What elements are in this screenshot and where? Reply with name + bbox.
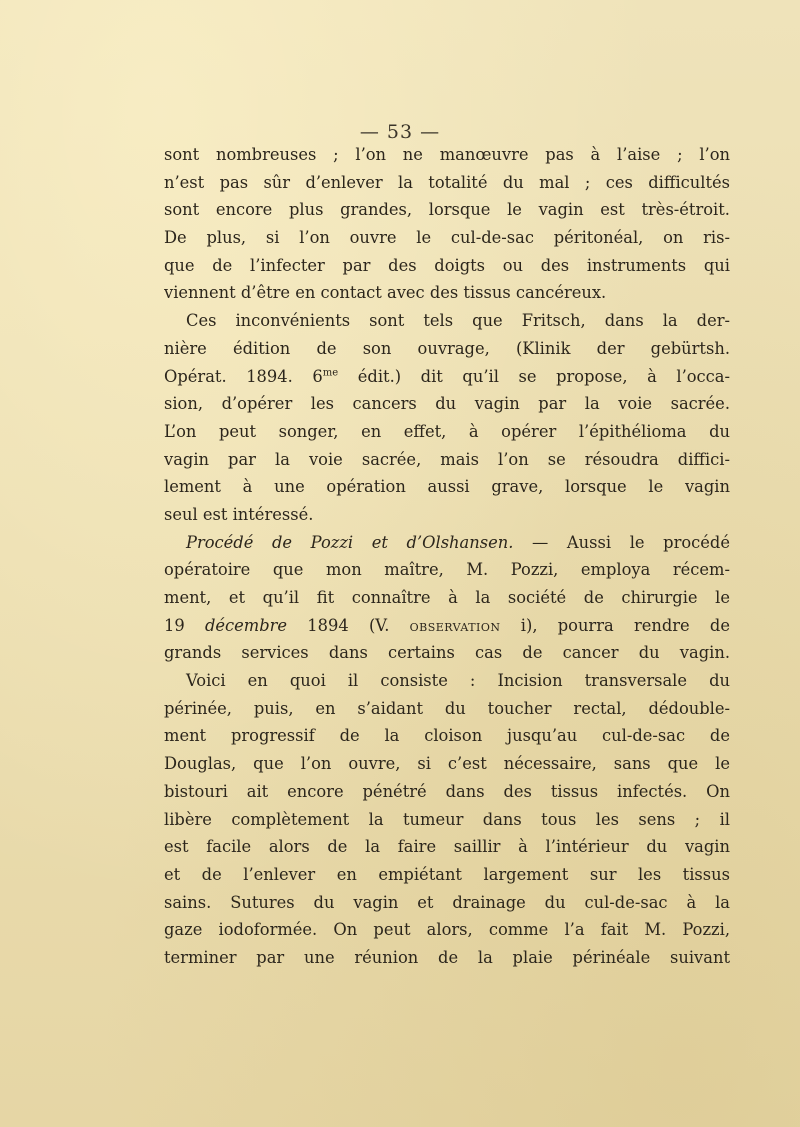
text-line-procede bbox=[164, 529, 730, 557]
text-line: viennent d’être en contact avec des tissus cancéreux. bbox=[164, 283, 607, 303]
page-number: — 53 — bbox=[359, 121, 441, 143]
text-line: Douglas, que l’on ouvre, si c’est nécessaire, sans que le bbox=[164, 754, 730, 774]
text-line-date bbox=[164, 612, 730, 640]
text-line: De plus, si l’on ouvre le cul-de-sac péritonéal, on ris- bbox=[164, 228, 730, 248]
text-line: nière édition de son ouvrage, (Klinik der gebürtsh. bbox=[164, 338, 730, 358]
text-line: bistouri ait encore pénétré dans des tissus infectés. On bbox=[164, 781, 730, 801]
text-line: ment progressif de la cloison jusqu’au cul-de-sac de bbox=[164, 726, 730, 746]
text-line: sont encore plus grandes, lorsque le vagin est très-étroit. bbox=[164, 200, 730, 220]
text-fragment: i), pourra rendre de bbox=[500, 615, 730, 635]
text-line: opératoire que mon maître, M. Pozzi, employa récem- bbox=[164, 560, 730, 580]
text-line: terminer par une réunion de la plaie périnéale suivant bbox=[164, 947, 730, 967]
text-line: sont nombreuses ; l’on ne manœuvre pas à l’aise ; l’on bbox=[164, 145, 730, 164]
text-line: et de l’enlever en empiétant largement sur les tissus bbox=[164, 864, 730, 884]
text-line: Ces inconvénients sont tels que Fritsch, dans la der- bbox=[186, 311, 730, 331]
text-fragment: — Aussi le procédé bbox=[513, 532, 730, 552]
text-line: sains. Sutures du vagin et drainage du cul-de-sac à la bbox=[164, 892, 730, 912]
section-heading: Procédé de Pozzi et d’Olshansen. bbox=[186, 532, 514, 552]
text-fragment: Opérat. 1894. 6 bbox=[164, 366, 323, 386]
text-line: périnée, puis, en s’aidant du toucher rectal, dédouble- bbox=[164, 698, 730, 718]
text-line: L’on peut songer, en effet, à opérer l’épithélioma du bbox=[164, 421, 730, 441]
text-line: est facile alors de la faire saillir à l’intérieur du vagin bbox=[164, 837, 730, 857]
text-line: ment, et qu’il fit connaître à la société de chirurgie le bbox=[164, 588, 730, 607]
text-line: seul est intéressé. bbox=[164, 504, 314, 524]
text-line: Voici en quoi il consiste : Incision transversale du bbox=[186, 671, 730, 691]
italic-date: décembre bbox=[204, 615, 288, 635]
text-fragment: 1894 (V. bbox=[287, 615, 410, 635]
text-line: que de l’infecter par des doigts ou des instruments qui bbox=[164, 255, 730, 275]
text-line-operat bbox=[164, 363, 730, 391]
text-line: grands services dans certains cas de cancer du vagin. bbox=[164, 643, 730, 663]
text-line: lement à une opération aussi grave, lorsque le vagin bbox=[164, 477, 730, 497]
text-fragment: 19 bbox=[164, 615, 205, 635]
observation-ref: observation bbox=[409, 615, 501, 635]
text-line: vagin par la voie sacrée, mais l’on se résoudra diffici- bbox=[164, 449, 730, 469]
text-line: libère complètement la tumeur dans tous les sens ; il bbox=[164, 809, 730, 829]
text-line: gaze iodoformée. On peut alors, comme l’a fait M. Pozzi, bbox=[164, 920, 730, 940]
superscript: me bbox=[322, 367, 339, 379]
body-text bbox=[164, 141, 730, 972]
text-line: n’est pas sûr d’enlever la totalité du mal ; ces difficultés bbox=[164, 172, 730, 192]
text-line: sion, d’opérer les cancers du vagin par la voie sacrée. bbox=[164, 394, 730, 414]
text-fragment: édit.) dit qu’il se propose, à l’occa- bbox=[338, 366, 730, 386]
